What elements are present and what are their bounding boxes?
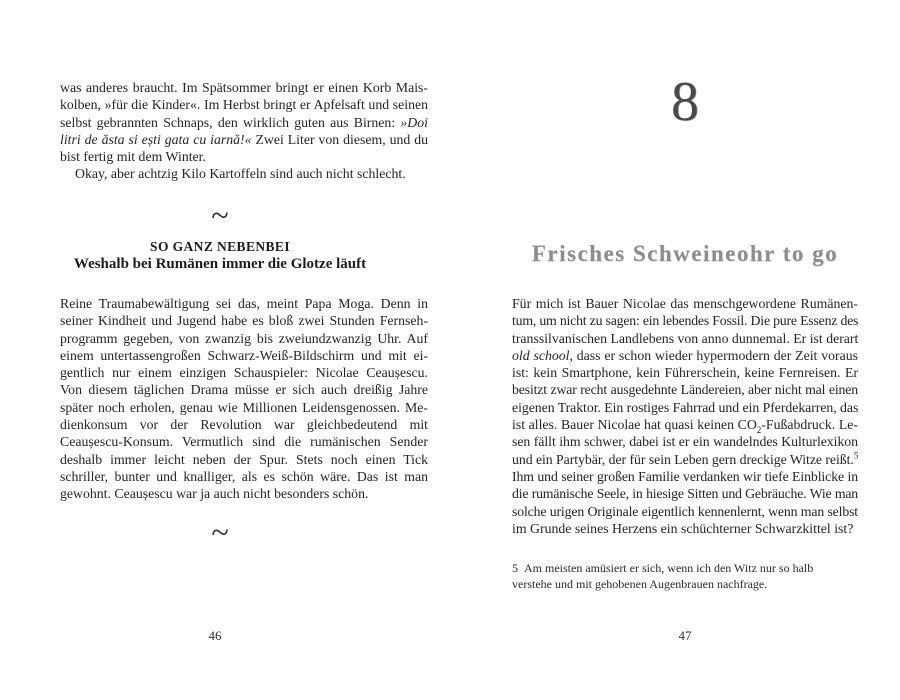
page-number-left: 46 <box>208 628 222 643</box>
right-body-paragraph <box>512 295 858 537</box>
text-line <box>60 96 428 113</box>
section-kicker: SO GANZ NEBENBEI <box>150 239 290 254</box>
text-line <box>512 330 858 347</box>
text-segment: transsilvanischen Landlebens von anno dunnemal. Er ist derart <box>512 330 859 346</box>
text-line <box>512 520 858 537</box>
text-segment: , dass er schon wieder hypermodern der Zeit voraus <box>569 347 858 363</box>
text-line <box>60 148 428 165</box>
text-segment: besitzt zwar recht ausgedehnte Ländereien, aber nicht mal einen <box>512 382 858 398</box>
text-segment: 5 <box>853 450 859 461</box>
section-divider-tilde: ~ <box>211 197 229 233</box>
text-line <box>60 330 428 347</box>
chapter-number-ornament: 8 <box>671 71 699 133</box>
text-segment: Reine Traumabewältigung sei das, meint Papa Moga. Denn in <box>60 296 428 311</box>
text-segment: Ceaușescu-Konsum. Vermutlich sind die rumänischen Sender <box>60 434 428 450</box>
text-line <box>60 79 428 96</box>
text-line <box>512 577 858 593</box>
text-line <box>512 295 858 312</box>
text-line <box>512 433 858 450</box>
text-line <box>512 485 858 502</box>
section-divider-tilde: ~ <box>211 514 229 550</box>
text-segment: sen fällt ihm schwer, dabei ist er ein wandelndes Kulturlexikon <box>512 434 858 450</box>
text-segment: eigenen Traktor. Ein rostiges Fahrrad und ein Pferdekarren, das <box>512 399 859 415</box>
text-segment: gentlich nur einem einzigen Schauspieler: Nicolae Ceaușescu. <box>60 365 428 381</box>
left-paragraph-2 <box>60 295 428 503</box>
chapter-title: Frisches Schweineohr to go <box>531 241 839 266</box>
text-line <box>512 381 858 398</box>
text-segment: Okay, aber achtzig Kilo Kartoffeln sind auch nicht schlecht. <box>75 166 406 182</box>
text-segment: 2 <box>756 424 762 435</box>
text-line <box>60 295 428 312</box>
text-line <box>512 364 858 381</box>
text-line <box>512 451 858 468</box>
text-segment: 5 Am meisten amüsiert er sich, wenn ich den Witz nur so halb <box>512 561 814 575</box>
text-line <box>60 433 428 450</box>
text-line <box>60 114 428 131</box>
text-segment: litri de ăsta si ești gata cu iarnă!« <box>60 131 252 147</box>
text-line <box>512 503 858 520</box>
text-line <box>512 312 858 329</box>
text-line <box>60 312 428 329</box>
text-segment: ist alles. Bauer Nicolae hat quasi keinen CO <box>512 417 757 433</box>
left-paragraph-1 <box>60 79 428 183</box>
text-segment: »Doi <box>400 114 428 130</box>
text-segment: tum, um nicht zu sagen: ein lebendes Fossil. Die pure Essenz des <box>512 313 859 329</box>
text-line <box>60 364 428 381</box>
text-segment: solche urigen Originale eigentlich kennenlernt, wenn man selbst <box>512 503 858 519</box>
text-line <box>60 381 428 398</box>
text-line <box>60 468 428 485</box>
text-segment: ist: kein Smartphone, kein Führerschein, keine Fernreisen. Er <box>512 365 858 381</box>
text-segment: Ihm und seiner großen Familie verdanken wir tiefe Einblicke in <box>512 468 858 484</box>
text-line <box>512 561 858 577</box>
text-segment: die rumänische Seele, in hiesige Sitten und Gebräuche. Wie man <box>512 486 858 502</box>
text-segment: -Fußabdruck. Le- <box>761 417 858 433</box>
text-line <box>512 468 858 485</box>
text-segment: seiner Kindheit und Jugend habe es bloß zwei Stunden Fernseh- <box>60 313 428 329</box>
text-segment: deshalb immer leicht neben der Spur. Stets noch einen Tick <box>60 451 428 467</box>
text-line <box>60 451 428 468</box>
text-segment: Zwei Liter von diesem, und du <box>251 131 429 147</box>
text-line <box>512 399 858 416</box>
text-segment: verstehe und mit gehobenen Augenbrauen nachfrage. <box>512 576 768 591</box>
text-segment: programm gegeben, von zwanzig bis zweiundzwanzig Uhr. Auf <box>60 330 428 346</box>
text-segment: schriller, bunter und knalliger, als es schön wäre. Das ist man <box>60 468 428 484</box>
page-number-right: 47 <box>678 628 692 643</box>
text-segment: gewohnt. Ceaușescu war ja auch nicht besonders schön. <box>60 486 369 502</box>
text-segment: Für mich ist Bauer Nicolae das menschgewordene Rumänen- <box>512 296 858 311</box>
text-line <box>60 131 428 148</box>
text-segment: im Grunde seines Herzens ein schüchterner Schwarzkittel ist? <box>512 520 854 536</box>
text-line <box>512 416 858 433</box>
text-line <box>60 485 428 502</box>
text-segment: bist fertig mit dem Winter. <box>60 149 206 165</box>
text-line <box>60 347 428 364</box>
text-segment: und ein Partybär, der für sein Leben gern dreckige Witze reißt. <box>512 451 854 467</box>
text-segment: später noch erholen, genau wie Millionen Leidensgenossen. Me- <box>60 399 428 415</box>
text-line <box>60 416 428 433</box>
text-line <box>60 399 428 416</box>
text-segment: kolben, »für die Kinder«. Im Herbst bringt er Apfelsaft und seinen <box>60 97 428 113</box>
text-segment: selbst gebrannten Schnaps, den wirklich guten aus Birnen: <box>60 114 401 130</box>
footnote <box>512 561 858 592</box>
text-segment: dienkonsum vor der Revolution war gleichbedeutend mit <box>60 417 428 433</box>
text-segment: einem untertassengroßen Schwarz-Weiß-Bildschirm und mit ei- <box>60 347 428 363</box>
text-line <box>60 165 428 182</box>
text-line <box>512 347 858 364</box>
section-title: Weshalb bei Rumänen immer die Glotze läuft <box>73 256 367 272</box>
text-segment: old school <box>512 347 570 363</box>
text-segment: was anderes braucht. Im Spätsommer bringt er einen Korb Mais- <box>60 80 428 95</box>
text-segment: Von diesem täglichen Drama müsse er sich auch dreißig Jahre <box>60 382 428 398</box>
